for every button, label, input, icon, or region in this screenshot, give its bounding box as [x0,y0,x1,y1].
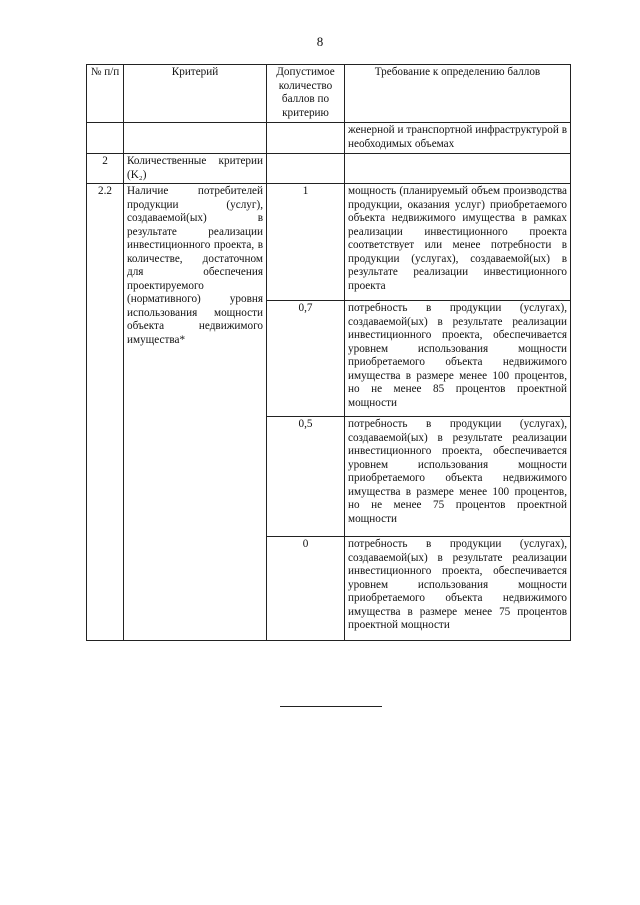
header-criterion: Критерий [124,65,267,123]
section-number: 2 [87,154,124,184]
item-criterion: Наличие потребителей продукции (услуг), создаваемой(ых) в результате реализации инвестиционного проекта, в количестве, достаточном для обеспечения проектируемого (нормативного) уровня использования мощности объекта недвижимого имущества* [124,184,267,641]
table-row [87,154,571,184]
table-row [87,184,571,301]
empty-cell [345,154,571,184]
criteria-table [86,64,571,641]
header-requirement: Требование к определению баллов [345,65,571,123]
empty-cell [87,123,124,154]
continuation-requirement: женерной и транспортной инфраструктурой в необходимых объемах [345,123,571,154]
item-number: 2.2 [87,184,124,641]
section-title: Количественные критерии (K₂) [124,154,267,184]
empty-cell [124,123,267,154]
page-number: 8 [316,34,324,49]
header-no: № п/п [87,65,124,123]
table-header-row [87,65,571,123]
footer-divider [280,706,382,707]
empty-cell [267,123,345,154]
requirement-cell: потребность в продукции (услугах), создаваемой(ых) в результате реализации инвестиционного проекта, обеспечивается уровнем использования мощности приобретаемого объекта недвижимого имущества в размере менее 75 процентов проектной мощности [345,537,571,641]
score-cell: 1 [267,184,345,301]
table-row [87,123,571,154]
requirement-cell: потребность в продукции (услугах), создаваемой(ых) в результате реализации инвестиционного проекта, обеспечивается уровнем использования мощности приобретаемого объекта недвижимого имущества в размере менее 100 процентов, но не менее 75 процентов проектной мощности [345,417,571,537]
requirement-cell: мощность (планируемый объем производства продукции, оказания услуг) приобретаемого объекта недвижимого имущества в рамках реализации инвестиционного проекта соответствует или менее потребности в продукции (услугах), создаваемой(ых) в результате реализации инвестиционного проекта [345,184,571,301]
score-cell: 0 [267,537,345,641]
empty-cell [267,154,345,184]
score-cell: 0,5 [267,417,345,537]
requirement-cell: потребность в продукции (услугах), создаваемой(ых) в результате реализации инвестиционного проекта, обеспечивается уровнем использования мощности приобретаемого объекта недвижимого имущества в размере менее 100 процентов, но не менее 85 процентов проектной мощности [345,301,571,417]
header-score: Допустимое количество баллов по критерию [267,65,345,123]
score-cell: 0,7 [267,301,345,417]
